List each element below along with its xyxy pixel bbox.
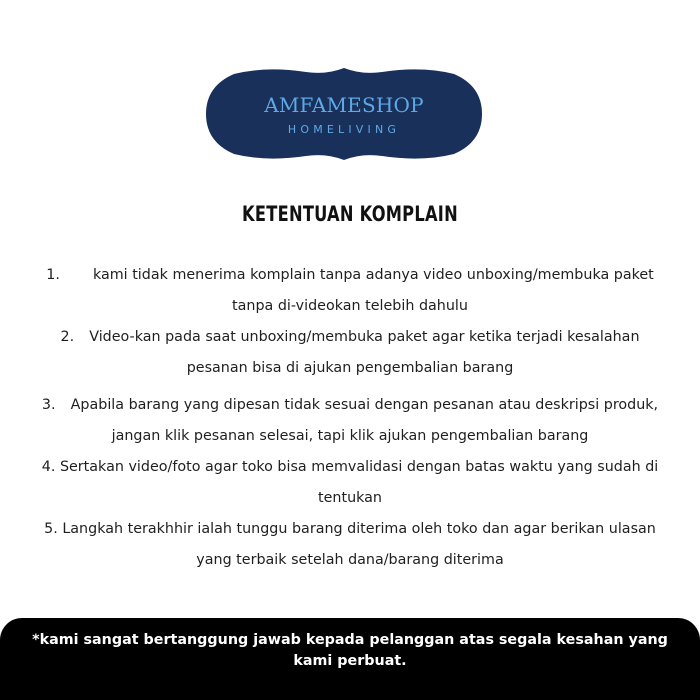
rule-text-line: Langkah terakhhir ialah tunggu barang diterima oleh toko dan agar berikan ulasan — [62, 521, 656, 537]
rule-text-line: Sertakan video/foto agar toko bisa memvalidasi dengan batas waktu yang sudah di — [59, 459, 659, 475]
rule-item-5 — [14, 514, 686, 576]
rule-text-line: pesanan bisa di ajukan pengembalian barang — [186, 360, 514, 376]
rule-number: 1. — [46, 267, 60, 283]
rule-item-2 — [14, 322, 686, 384]
rule-text-line: tanpa di-videokan telebih dahulu — [232, 298, 468, 314]
rule-text-line: Apabila barang yang dipesan tidak sesuai dengan pesanan atau deskripsi produk, — [70, 397, 659, 413]
logo-brand-name: AMFAMESHOP — [264, 93, 424, 117]
rule-text-line: jangan klik pesanan selesai, tapi klik ajukan pengembalian barang — [111, 428, 589, 444]
rule-text-line: yang terbaik setelah dana/barang diterima — [196, 552, 504, 568]
rule-text-line: tentukan — [318, 490, 382, 506]
logo-subtitle: HOMELIVING — [287, 123, 401, 136]
page-title: KETENTUAN KOMPLAIN — [242, 202, 458, 226]
rule-item-3 — [14, 390, 686, 452]
footer-banner — [0, 618, 700, 700]
rule-number: 4. — [41, 459, 56, 475]
footer-note: *kami sangat bertanggung jawab kepada pelanggan atas segala kesahan yang kami perbuat. — [32, 632, 668, 669]
rule-number: 2. — [60, 329, 75, 345]
rule-text-line: Video-kan pada saat unboxing/membuka paket agar ketika terjadi kesalahan — [89, 329, 640, 345]
rule-item-4 — [14, 452, 686, 514]
rule-number: 3. — [41, 397, 56, 413]
shop-logo — [206, 66, 482, 162]
rule-item-1 — [14, 260, 686, 322]
rule-text-line: kami tidak menerima komplain tanpa adanya video unboxing/membuka paket — [92, 267, 654, 283]
rule-number: 5. — [44, 521, 58, 537]
